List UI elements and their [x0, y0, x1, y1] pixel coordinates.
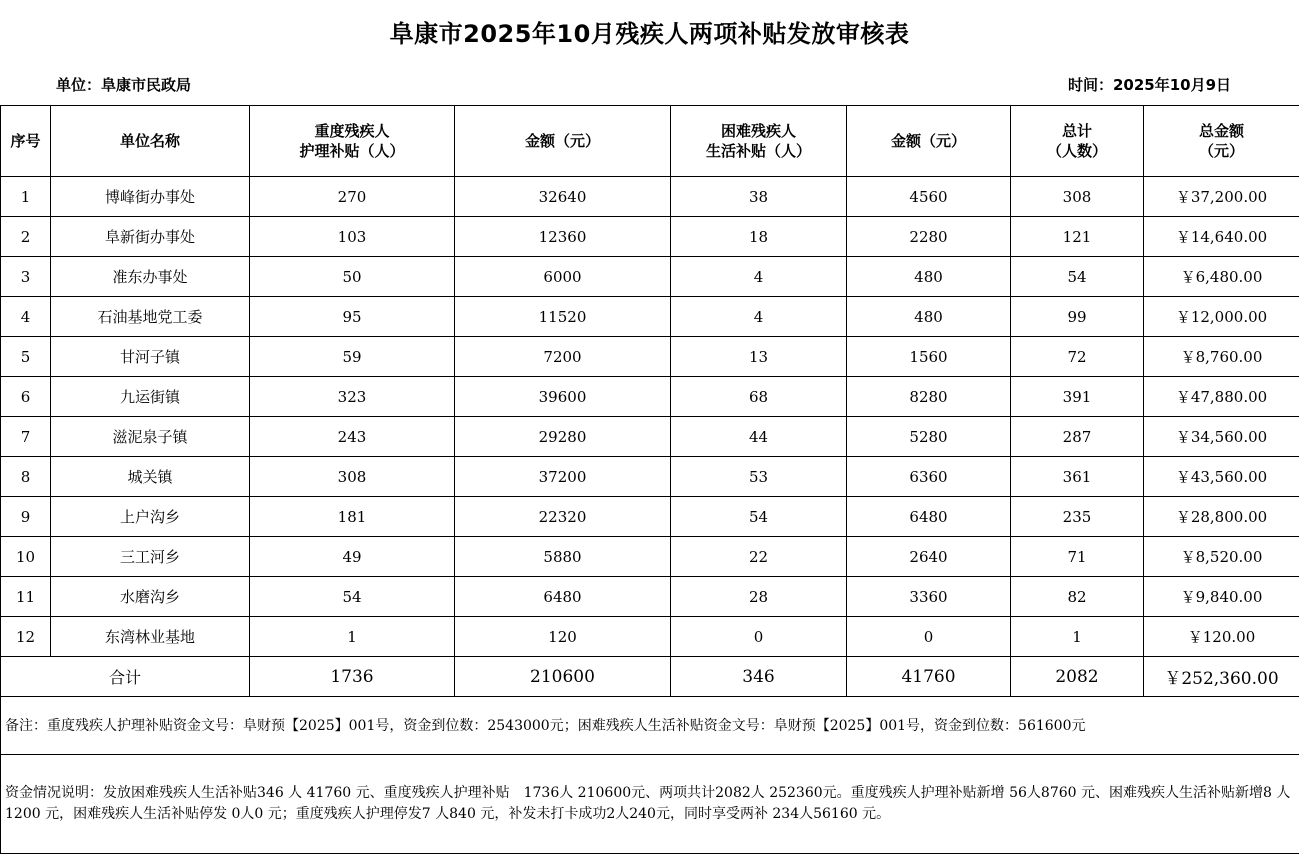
- cell-living-count: 0: [671, 617, 847, 657]
- cell-care-count: 323: [250, 377, 455, 417]
- cell-care-amount: 6000: [455, 257, 671, 297]
- cell-care-amount: 37200: [455, 457, 671, 497]
- cell-unit-name: 三工河乡: [51, 537, 250, 577]
- cell-care-amount: 5880: [455, 537, 671, 577]
- table-row: [1, 457, 1299, 497]
- cell-care-count: 270: [250, 177, 455, 217]
- cell-care-amount: 7200: [455, 337, 671, 377]
- cell-seq: 2: [1, 217, 51, 257]
- cell-seq: 3: [1, 257, 51, 297]
- unit-label: 单位：阜康市民政局: [56, 76, 192, 94]
- cell-living-amount: 0: [847, 617, 1011, 657]
- cell-unit-name: 水磨沟乡: [51, 577, 250, 617]
- cell-care-amount: 39600: [455, 377, 671, 417]
- table-row: [1, 577, 1299, 617]
- cell-total-amount: ￥6,480.00: [1144, 257, 1299, 297]
- note-row: [1, 697, 1299, 755]
- cell-seq: 7: [1, 417, 51, 457]
- cell-seq: 5: [1, 337, 51, 377]
- cell-care-amount: 32640: [455, 177, 671, 217]
- cell-care-amount: 22320: [455, 497, 671, 537]
- cell-total-amount: ￥14,640.00: [1144, 217, 1299, 257]
- cell-total-amount: ￥8,520.00: [1144, 537, 1299, 577]
- table-row: [1, 297, 1299, 337]
- cell-unit-name: 滋泥泉子镇: [51, 417, 250, 457]
- totals-care-amount: 210600: [455, 657, 671, 697]
- cell-unit-name: 博峰街办事处: [51, 177, 250, 217]
- table-row: [1, 217, 1299, 257]
- cell-seq: 10: [1, 537, 51, 577]
- cell-unit-name: 阜新街办事处: [51, 217, 250, 257]
- cell-living-amount: 8280: [847, 377, 1011, 417]
- cell-care-count: 54: [250, 577, 455, 617]
- cell-care-amount: 11520: [455, 297, 671, 337]
- cell-unit-name: 上户沟乡: [51, 497, 250, 537]
- totals-row: [1, 657, 1299, 697]
- cell-living-count: 22: [671, 537, 847, 577]
- cell-unit-name: 石油基地党工委: [51, 297, 250, 337]
- note-text: 备注：重度残疾人护理补贴资金文号：阜财预【2025】001号，资金到位数：2543000元；困难残疾人生活补贴资金文号：阜财预【2025】001号，资金到位数：561600元: [1, 697, 1299, 755]
- header-living-amount: 金额（元）: [847, 106, 1011, 177]
- cell-total-amount: ￥28,800.00: [1144, 497, 1299, 537]
- cell-care-amount: 29280: [455, 417, 671, 457]
- table-row: [1, 417, 1299, 457]
- subsidy-table: [0, 105, 1299, 854]
- cell-living-amount: 2280: [847, 217, 1011, 257]
- cell-living-count: 44: [671, 417, 847, 457]
- header-total-count: 总计 （人数）: [1011, 106, 1144, 177]
- cell-care-count: 308: [250, 457, 455, 497]
- table-row: [1, 377, 1299, 417]
- header-care-amount: 金额（元）: [455, 106, 671, 177]
- cell-total-count: 287: [1011, 417, 1144, 457]
- cell-total-amount: ￥34,560.00: [1144, 417, 1299, 457]
- explanation-text: 资金情况说明：发放困难残疾人生活补贴346 人 41760 元、重度残疾人护理补贴 1736人 210600元、两项共计2082人 252360元。重度残疾人护理补贴新增 56人8760 元、困难残疾人生活补贴新增8 人1200 元，困难残疾人生活补贴停发 0人0 元；重度残疾人护理停发7 人840 元，补发未打卡成功2人240元，同时享受两补 234人56160 元。: [1, 755, 1299, 854]
- cell-care-count: 59: [250, 337, 455, 377]
- cell-seq: 4: [1, 297, 51, 337]
- cell-unit-name: 东湾林业基地: [51, 617, 250, 657]
- cell-living-count: 38: [671, 177, 847, 217]
- cell-total-amount: ￥8,760.00: [1144, 337, 1299, 377]
- date-label: 时间：2025年10月9日: [1068, 76, 1232, 94]
- cell-total-count: 71: [1011, 537, 1144, 577]
- cell-seq: 11: [1, 577, 51, 617]
- cell-total-count: 99: [1011, 297, 1144, 337]
- cell-total-count: 82: [1011, 577, 1144, 617]
- cell-care-count: 181: [250, 497, 455, 537]
- totals-living-count: 346: [671, 657, 847, 697]
- cell-total-count: 235: [1011, 497, 1144, 537]
- header-row: [1, 106, 1299, 177]
- cell-care-amount: 6480: [455, 577, 671, 617]
- cell-living-amount: 2640: [847, 537, 1011, 577]
- cell-living-count: 13: [671, 337, 847, 377]
- cell-care-count: 243: [250, 417, 455, 457]
- table-row: [1, 497, 1299, 537]
- cell-living-amount: 480: [847, 297, 1011, 337]
- cell-living-amount: 6480: [847, 497, 1011, 537]
- cell-care-count: 49: [250, 537, 455, 577]
- table-row: [1, 177, 1299, 217]
- explanation-row: [1, 755, 1299, 854]
- cell-care-count: 95: [250, 297, 455, 337]
- header-name: 单位名称: [51, 106, 250, 177]
- table-row: [1, 257, 1299, 297]
- cell-seq: 9: [1, 497, 51, 537]
- header-seq: 序号: [1, 106, 51, 177]
- cell-total-count: 1: [1011, 617, 1144, 657]
- totals-total-amount: ￥252,360.00: [1144, 657, 1299, 697]
- cell-living-count: 68: [671, 377, 847, 417]
- cell-total-amount: ￥43,560.00: [1144, 457, 1299, 497]
- cell-total-count: 72: [1011, 337, 1144, 377]
- cell-living-amount: 4560: [847, 177, 1011, 217]
- cell-total-amount: ￥47,880.00: [1144, 377, 1299, 417]
- header-care-count: 重度残疾人 护理补贴（人）: [250, 106, 455, 177]
- cell-living-amount: 1560: [847, 337, 1011, 377]
- cell-care-count: 1: [250, 617, 455, 657]
- cell-unit-name: 甘河子镇: [51, 337, 250, 377]
- table-row: [1, 337, 1299, 377]
- cell-care-amount: 120: [455, 617, 671, 657]
- table-row: [1, 537, 1299, 577]
- cell-seq: 8: [1, 457, 51, 497]
- cell-total-count: 54: [1011, 257, 1144, 297]
- cell-living-count: 4: [671, 297, 847, 337]
- cell-care-count: 103: [250, 217, 455, 257]
- cell-care-count: 50: [250, 257, 455, 297]
- cell-living-count: 28: [671, 577, 847, 617]
- cell-living-count: 18: [671, 217, 847, 257]
- header-total-amount: 总金额 （元）: [1144, 106, 1299, 177]
- cell-living-amount: 3360: [847, 577, 1011, 617]
- table-row: [1, 617, 1299, 657]
- totals-care-count: 1736: [250, 657, 455, 697]
- cell-care-amount: 12360: [455, 217, 671, 257]
- cell-living-amount: 480: [847, 257, 1011, 297]
- totals-living-amount: 41760: [847, 657, 1011, 697]
- totals-total-count: 2082: [1011, 657, 1144, 697]
- cell-living-count: 53: [671, 457, 847, 497]
- cell-unit-name: 准东办事处: [51, 257, 250, 297]
- cell-unit-name: 城关镇: [51, 457, 250, 497]
- cell-total-count: 308: [1011, 177, 1144, 217]
- cell-seq: 1: [1, 177, 51, 217]
- cell-unit-name: 九运街镇: [51, 377, 250, 417]
- cell-seq: 12: [1, 617, 51, 657]
- cell-total-amount: ￥37,200.00: [1144, 177, 1299, 217]
- cell-living-count: 4: [671, 257, 847, 297]
- cell-total-amount: ￥9,840.00: [1144, 577, 1299, 617]
- cell-total-count: 361: [1011, 457, 1144, 497]
- cell-total-amount: ￥120.00: [1144, 617, 1299, 657]
- cell-total-amount: ￥12,000.00: [1144, 297, 1299, 337]
- page-title: 阜康市2025年10月残疾人两项补贴发放审核表: [389, 20, 910, 48]
- header-living-count: 困难残疾人 生活补贴（人）: [671, 106, 847, 177]
- cell-seq: 6: [1, 377, 51, 417]
- cell-total-count: 391: [1011, 377, 1144, 417]
- cell-living-amount: 5280: [847, 417, 1011, 457]
- cell-living-amount: 6360: [847, 457, 1011, 497]
- cell-total-count: 121: [1011, 217, 1144, 257]
- cell-living-count: 54: [671, 497, 847, 537]
- totals-label: 合计: [1, 657, 250, 697]
